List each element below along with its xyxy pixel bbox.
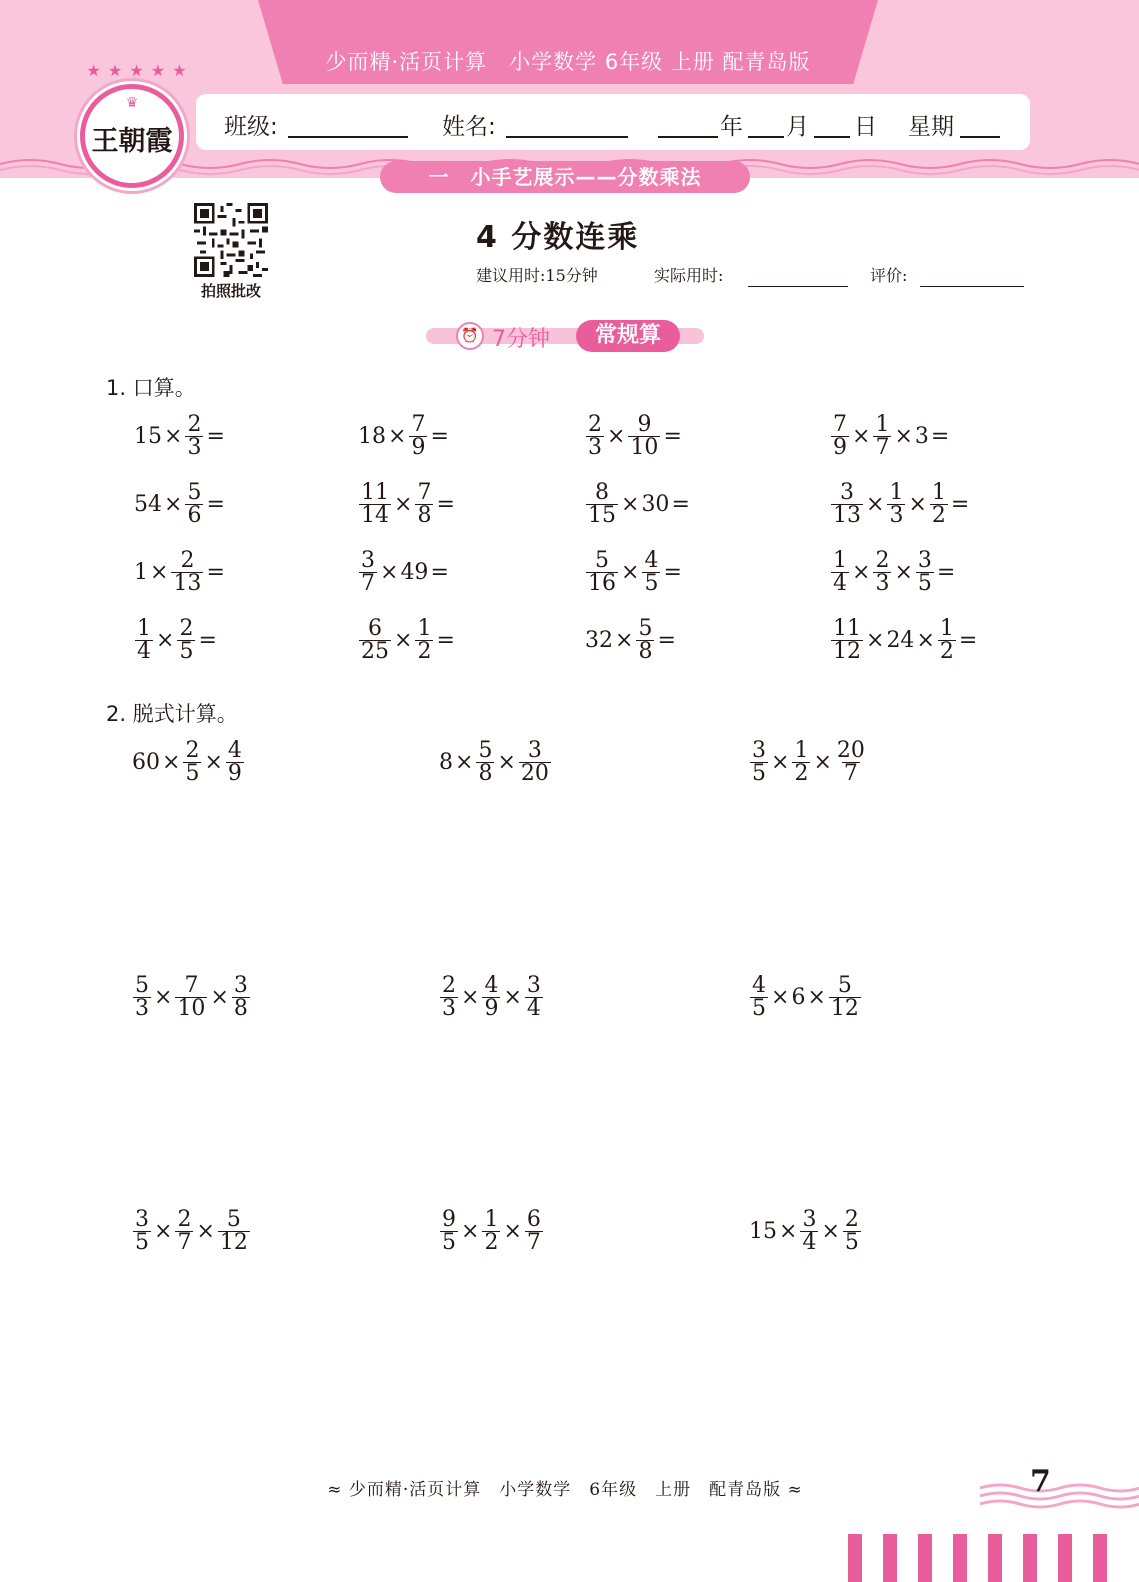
denominator: 12: [833, 639, 861, 664]
equals-sign: =: [430, 424, 449, 449]
fraction: [482, 1209, 500, 1254]
times-sign: ×: [164, 424, 183, 449]
times-sign: ×: [210, 985, 229, 1010]
fraction: [873, 414, 891, 459]
times-sign: ×: [461, 985, 480, 1010]
numerator: 1: [417, 616, 432, 641]
footer-wave: [980, 1482, 1139, 1512]
fraction: [750, 740, 768, 785]
denominator: 8: [233, 996, 248, 1021]
times-sign: ×: [771, 750, 790, 775]
fraction: [409, 414, 427, 459]
times-sign: ×: [380, 560, 399, 585]
numerator: 7: [417, 480, 432, 505]
times-sign: ×: [916, 628, 935, 653]
class-field[interactable]: [288, 136, 408, 138]
oral-calc-item: [357, 618, 456, 663]
actual-time-field[interactable]: [748, 286, 848, 287]
times-sign: ×: [607, 424, 626, 449]
numerator: 1: [889, 480, 904, 505]
denominator: 5: [752, 996, 766, 1021]
denominator: 2: [931, 503, 946, 528]
denominator: 7: [843, 761, 858, 786]
equals-sign: =: [436, 628, 455, 653]
step-calc-item: [438, 975, 545, 1020]
day-label: 日: [854, 114, 877, 140]
equals-sign: =: [657, 628, 676, 653]
fraction: [232, 975, 250, 1020]
day-field[interactable]: [814, 136, 850, 138]
denominator: 7: [526, 1230, 541, 1255]
times-sign: ×: [866, 628, 885, 653]
numerator: 4: [484, 973, 499, 998]
name-field[interactable]: [506, 136, 628, 138]
number: 54: [134, 492, 162, 517]
numerator: 2: [187, 412, 202, 437]
fraction: [831, 618, 863, 663]
denominator: 4: [137, 639, 151, 664]
numerator: 1: [137, 616, 151, 641]
denominator: 16: [588, 571, 616, 596]
numerator: 3: [527, 738, 542, 763]
number: 6: [791, 985, 806, 1010]
denominator: 8: [638, 639, 653, 664]
numerator: 5: [135, 973, 149, 998]
oral-calc-item: [133, 482, 226, 527]
fraction: [586, 482, 618, 527]
numerator: 5: [595, 548, 609, 573]
number: 49: [400, 560, 429, 585]
series-title: 少而精·活页计算 小学数学 6年级 上册 配青岛版: [325, 50, 811, 74]
equals-sign: =: [198, 628, 217, 653]
fraction: [525, 1209, 543, 1254]
fraction: [636, 618, 654, 663]
denominator: 5: [185, 761, 200, 786]
section-badge: [426, 320, 704, 352]
times-sign: ×: [164, 492, 183, 517]
equals-sign: =: [206, 560, 225, 585]
fraction: [226, 740, 244, 785]
number: 1: [134, 560, 148, 585]
denominator: 12: [219, 1230, 248, 1255]
times-sign: ×: [196, 1219, 215, 1244]
month-field[interactable]: [748, 136, 784, 138]
fraction: [440, 1209, 458, 1254]
oral-calc-item: [357, 550, 450, 595]
oral-calc-item: [829, 414, 950, 459]
denominator: 10: [630, 435, 659, 460]
number: 8: [439, 750, 453, 775]
times-sign: ×: [821, 1219, 840, 1244]
numerator: 7: [833, 412, 847, 437]
times-sign: ×: [852, 424, 871, 449]
numerator: 2: [177, 1207, 192, 1232]
numerator: 2: [875, 548, 890, 573]
denominator: 3: [889, 503, 904, 528]
actual-time-label: 实际用时:: [654, 266, 724, 285]
evaluation-field[interactable]: [920, 286, 1024, 287]
denominator: 8: [417, 503, 432, 528]
qr-label: 拍照批改: [200, 282, 261, 300]
times-sign: ×: [497, 750, 516, 775]
numerator: 20: [836, 738, 865, 763]
name-label: 姓名:: [442, 114, 496, 140]
equals-sign: =: [930, 424, 950, 449]
equals-sign: =: [206, 492, 225, 517]
times-sign: ×: [866, 492, 885, 517]
times-sign: ×: [615, 628, 634, 653]
numerator: 2: [185, 738, 200, 763]
times-sign: ×: [771, 985, 790, 1010]
denominator: 7: [177, 1230, 192, 1255]
denominator: 5: [442, 1230, 456, 1255]
number: 15: [134, 424, 162, 449]
number: 24: [886, 628, 915, 653]
equals-sign: =: [663, 560, 682, 585]
step-calc-item: [131, 740, 246, 785]
numerator: 1: [794, 738, 809, 763]
denominator: 12: [830, 996, 859, 1021]
equals-sign: =: [950, 492, 970, 517]
question-2-label: 2. 脱式计算。: [106, 702, 238, 726]
fraction: [628, 414, 660, 459]
fraction: [359, 618, 391, 663]
denominator: 5: [917, 571, 932, 596]
badge-label: 常规算: [576, 320, 680, 352]
number: 15: [749, 1219, 777, 1244]
numerator: 6: [526, 1207, 541, 1232]
logo-text: 王朝霞: [91, 126, 173, 157]
denominator: 20: [520, 761, 549, 786]
fraction: [135, 618, 153, 663]
denominator: 9: [833, 435, 847, 460]
numerator: 1: [875, 412, 890, 437]
numerator: 3: [361, 548, 375, 573]
numerator: 7: [411, 412, 426, 437]
times-sign: ×: [621, 560, 640, 585]
times-sign: ×: [154, 1219, 173, 1244]
footer-text: ≈ 少而精·活页计算 小学数学 6年级 上册 配青岛版 ≈: [327, 1480, 803, 1500]
denominator: 5: [844, 1230, 859, 1255]
weekday-field[interactable]: [960, 136, 1000, 138]
numerator: 2: [179, 616, 194, 641]
denominator: 5: [179, 639, 194, 664]
fraction: [185, 482, 203, 527]
fraction: [415, 482, 433, 527]
number: 32: [585, 628, 613, 653]
oral-calc-item: [133, 414, 226, 459]
oral-calc-item: [133, 550, 226, 595]
evaluation-label: 评价:: [870, 266, 908, 285]
denominator: 15: [588, 503, 616, 528]
denominator: 3: [588, 435, 602, 460]
fraction: [440, 975, 458, 1020]
denominator: 3: [442, 996, 456, 1021]
times-sign: ×: [150, 560, 169, 585]
oral-calc-item: [584, 550, 683, 595]
fraction: [185, 414, 203, 459]
year-field[interactable]: [658, 136, 718, 138]
oral-calc-item: [584, 414, 683, 459]
oral-calc-item: [584, 618, 677, 663]
numerator: 3: [233, 973, 248, 998]
denominator: 2: [794, 761, 809, 786]
equals-sign: =: [436, 492, 455, 517]
fraction: [831, 482, 863, 527]
denominator: 13: [833, 503, 861, 528]
step-calc-item: [748, 975, 863, 1020]
times-sign: ×: [455, 750, 474, 775]
numerator: 3: [526, 973, 541, 998]
numerator: 3: [802, 1207, 817, 1232]
numerator: 1: [939, 616, 954, 641]
student-info-bar: [196, 94, 1030, 150]
times-sign: ×: [394, 628, 413, 653]
numerator: 5: [226, 1207, 241, 1232]
oral-calc-item: [829, 550, 956, 595]
fraction: [586, 550, 618, 595]
oral-calc-item: [357, 482, 456, 527]
times-sign: ×: [894, 424, 913, 449]
fraction: [359, 550, 377, 595]
numerator: 5: [837, 973, 852, 998]
suggested-time: 建议用时:15分钟: [476, 266, 598, 285]
times-sign: ×: [894, 560, 913, 585]
denominator: 2: [417, 639, 432, 664]
step-calc-item: [131, 1209, 252, 1254]
lesson-title: 4 分数连乘: [476, 220, 640, 255]
numerator: 8: [595, 480, 609, 505]
numerator: 5: [187, 480, 202, 505]
brand-logo: [80, 61, 188, 188]
times-sign: ×: [162, 750, 181, 775]
year-label: 年: [720, 114, 743, 140]
class-label: 班级:: [224, 114, 278, 140]
denominator: 9: [411, 435, 426, 460]
times-sign: ×: [154, 985, 173, 1010]
numerator: 5: [478, 738, 493, 763]
denominator: 4: [526, 996, 541, 1021]
fraction: [930, 482, 948, 527]
numerator: 3: [135, 1207, 149, 1232]
denominator: 25: [361, 639, 389, 664]
page-number: 7: [1030, 1464, 1051, 1499]
clock-icon: ⏰: [456, 322, 484, 350]
denominator: 2: [484, 1230, 499, 1255]
numerator: 11: [833, 616, 861, 641]
denominator: 8: [478, 761, 493, 786]
numerator: 2: [180, 548, 195, 573]
number: 3: [914, 424, 929, 449]
fraction: [829, 975, 861, 1020]
denominator: 10: [177, 996, 206, 1021]
oral-calc-item: [357, 414, 450, 459]
equals-sign: =: [958, 628, 978, 653]
number: 30: [641, 492, 670, 517]
times-sign: ×: [621, 492, 640, 517]
numerator: 3: [752, 738, 766, 763]
fraction: [831, 414, 849, 459]
equals-sign: =: [663, 424, 682, 449]
fraction: [835, 740, 867, 785]
fraction: [175, 975, 207, 1020]
numerator: 7: [184, 973, 199, 998]
times-sign: ×: [908, 492, 927, 517]
fraction: [133, 1209, 151, 1254]
denominator: 7: [361, 571, 375, 596]
numerator: 4: [227, 738, 242, 763]
oral-calc-item: [829, 482, 970, 527]
denominator: 5: [752, 761, 766, 786]
number: 60: [132, 750, 160, 775]
fraction: [642, 550, 660, 595]
equals-sign: =: [430, 560, 449, 585]
denominator: 3: [135, 996, 149, 1021]
equals-sign: =: [206, 424, 225, 449]
fraction: [586, 414, 604, 459]
numerator: 1: [931, 480, 946, 505]
fraction: [938, 618, 956, 663]
times-sign: ×: [813, 750, 832, 775]
fraction: [525, 975, 543, 1020]
equals-sign: =: [936, 560, 956, 585]
fraction: [887, 482, 905, 527]
fraction: [750, 975, 768, 1020]
fraction: [831, 550, 849, 595]
fraction: [133, 975, 151, 1020]
decorative-stripes: [848, 1534, 1107, 1582]
oral-calc-item: [829, 618, 978, 663]
times-sign: ×: [503, 985, 522, 1010]
numerator: 4: [644, 548, 659, 573]
denominator: 5: [135, 1230, 149, 1255]
denominator: 7: [875, 435, 890, 460]
fraction: [476, 740, 494, 785]
numerator: 2: [588, 412, 602, 437]
numerator: 1: [484, 1207, 499, 1232]
unit-title: 一 小手艺展示——分数乘法: [380, 161, 750, 193]
denominator: 4: [802, 1230, 817, 1255]
numerator: 4: [752, 973, 766, 998]
fraction: [843, 1209, 861, 1254]
step-calc-item: [438, 740, 553, 785]
numerator: 3: [840, 480, 854, 505]
times-sign: ×: [807, 985, 826, 1010]
qr-code-icon[interactable]: [193, 203, 269, 277]
denominator: 3: [187, 435, 202, 460]
crown-icon: ♛: [125, 95, 139, 111]
denominator: 3: [875, 571, 890, 596]
fraction: [171, 550, 203, 595]
times-sign: ×: [204, 750, 223, 775]
equals-sign: =: [671, 492, 690, 517]
denominator: 5: [644, 571, 659, 596]
numerator: 6: [368, 616, 382, 641]
oral-calc-item: [584, 482, 691, 527]
fraction: [415, 618, 433, 663]
denominator: 14: [361, 503, 389, 528]
numerator: 2: [844, 1207, 859, 1232]
times-sign: ×: [394, 492, 413, 517]
denominator: 6: [187, 503, 202, 528]
month-label: 月: [786, 114, 809, 140]
numerator: 1: [833, 548, 847, 573]
denominator: 9: [484, 996, 499, 1021]
fraction: [175, 1209, 193, 1254]
fraction: [792, 740, 810, 785]
times-sign: ×: [388, 424, 407, 449]
denominator: 13: [173, 571, 202, 596]
fraction: [218, 1209, 250, 1254]
times-sign: ×: [779, 1219, 798, 1244]
denominator: 9: [227, 761, 242, 786]
denominator: 2: [939, 639, 954, 664]
step-calc-item: [438, 1209, 545, 1254]
fraction: [873, 550, 891, 595]
fraction: [482, 975, 500, 1020]
fraction: [177, 618, 195, 663]
step-calc-item: [748, 1209, 863, 1254]
fraction: [916, 550, 934, 595]
number: 18: [358, 424, 386, 449]
numerator: 11: [361, 480, 389, 505]
fraction: [519, 740, 551, 785]
oral-calc-item: [133, 618, 218, 663]
numerator: 9: [442, 1207, 456, 1232]
times-sign: ×: [503, 1219, 522, 1244]
denominator: 4: [833, 571, 847, 596]
numerator: 5: [638, 616, 653, 641]
badge-time: 7分钟: [492, 327, 550, 352]
question-1-label: 1. 口算。: [106, 376, 196, 400]
times-sign: ×: [852, 560, 871, 585]
times-sign: ×: [461, 1219, 480, 1244]
stars-icon: ★ ★ ★ ★ ★: [86, 61, 188, 80]
numerator: 9: [637, 412, 652, 437]
times-sign: ×: [156, 628, 175, 653]
numerator: 2: [442, 973, 456, 998]
step-calc-item: [131, 975, 252, 1020]
fraction: [359, 482, 391, 527]
fraction: [800, 1209, 818, 1254]
step-calc-item: [748, 740, 869, 785]
numerator: 3: [917, 548, 932, 573]
weekday-label: 星期: [908, 114, 954, 140]
fraction: [183, 740, 201, 785]
